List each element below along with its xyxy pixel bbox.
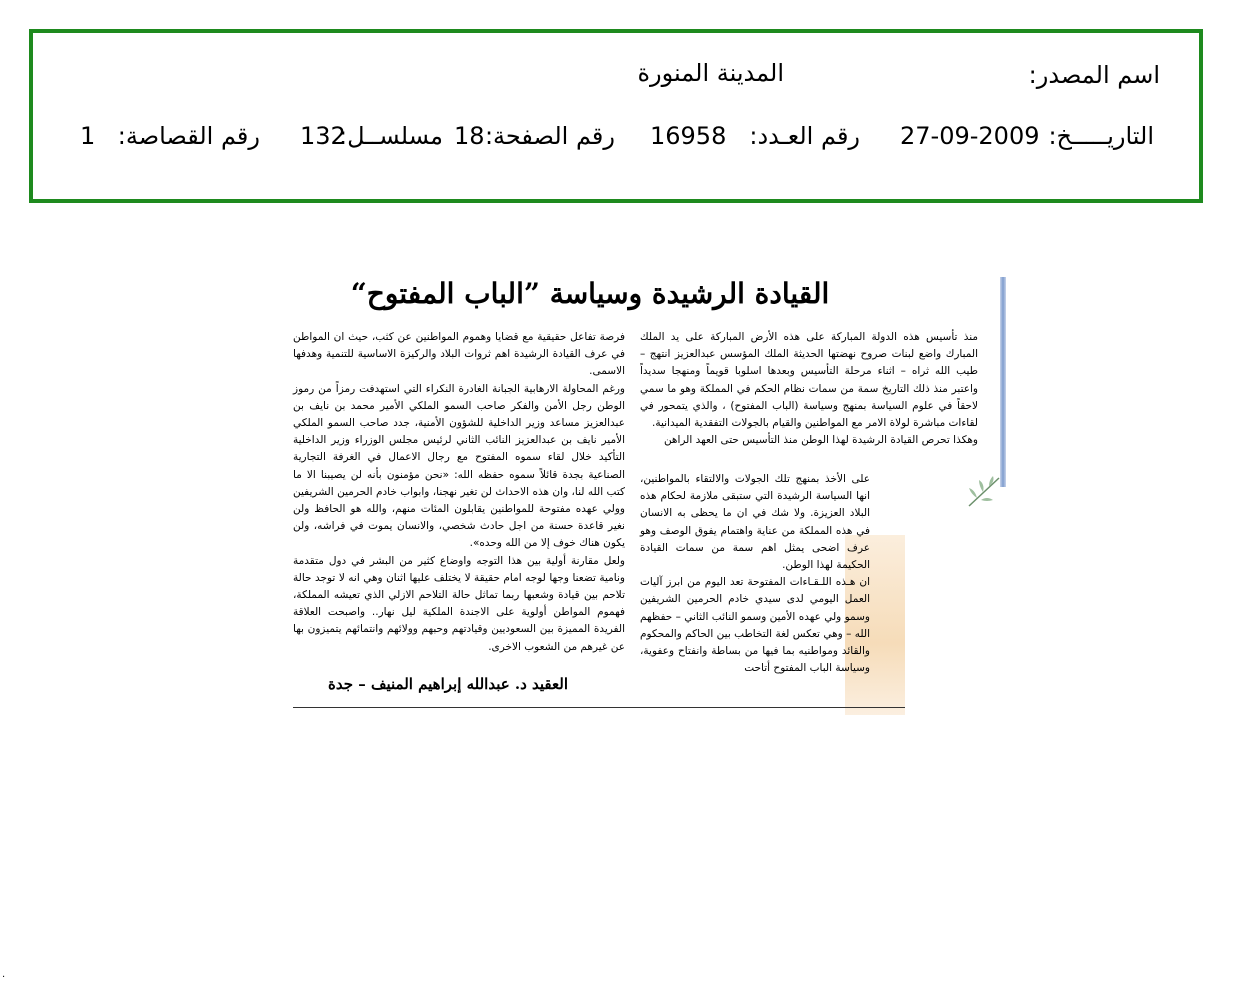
- date-label: التاريـــــخ:: [1048, 122, 1154, 150]
- paragraph: فرصة تفاعل حقيقية مع قضايا وهموم المواطنين عن كثب، حيث ان المواطن في عرف القيادة الرشيدة اهم ثروات البلاد والركيزة الاساسية للتنمية وهدفها الاسمى.: [293, 331, 625, 378]
- issue-value: 16958: [650, 122, 727, 150]
- paragraph: ورغم المحاولة الارهابية الجبانة الغادرة النكراء التي استهدفت رمزاً من رموز الوطن رجل الأمن والفكر صاحب السمو الملكي الأمير محمد بن نايف بن عبدالعزيز مساعد وزير الداخلية للشؤون الأمنية، جدد صاحب السمو الملكي الأمير نايف بن عبدالعزيز النائب الثاني لرئيس مجلس الوزراء وزير الداخلية التأكيد خلال لقاء سموه المفتوح مع رجال الاعمال في الغرفة التجارية الصناعية بجدة قائلاً سموه حفظه الله: «نحن مؤمنون بأنه لن يصيبنا الا ما كتب الله لنا، وان هذه الاحداث لن تغير نهجنا، وابواب خادم الحرمين الشريفين وولي عهده مفتوحة للمواطنين يقابلون المئات منهم، والله هو الحافظ ولن نغير قاعدة حسنة من اجل حادث شخصي، والانسان يموت في فراشه، ولن يكون هناك خوف إلا من الله وحده».: [293, 382, 625, 550]
- corner-mark: ·: [2, 972, 6, 983]
- paragraph: على الأخذ بمنهج تلك الجولات والالتقاء بالمواطنين، انها السياسة الرشيدة التي ستبقى ملازمة لحكام هذه البلاد العزيزة. ولا شك في ان ما يحظى به الانسان في هذه المملكة من عناية واهتمام يفوق الوصف وهو عرف اضحى يمثل اهم سمة من سمات القيادة الحكيمة لهذا الوطن.: [640, 473, 870, 572]
- page-value: 18: [454, 122, 485, 150]
- article-column-left: [293, 329, 625, 656]
- serial-label: مسلســل:: [339, 122, 443, 150]
- article-title: القيادة الرشيدة وسياسة ”الباب المفتوح“: [350, 277, 830, 310]
- newspaper-clipping: [290, 275, 1010, 715]
- date-value: 27-09-2009: [900, 122, 1040, 150]
- paragraph: ولعل مقارنة أولية بين هذا التوجه واوضاع كثير من البشر في دول متقدمة ونامية تضعنا وجها لوجه امام حقيقة لا يختلف عليها اثنان وهي انه لا توجد حالة تلاحم بين قيادة وشعبها ربما تماثل حالة التلاحم الازلي الذي تعيشه المملكة، فهموم المواطن أولوية على الاجندة الملكية ليل نهار.. واصبحت العلاقة الفريدة المميزة بين السعوديين وقيادتهم وحبهم وولائهم وانتمائهم يتميزون بها عن غيرهم من الشعوب الاخرى.: [293, 554, 625, 653]
- clip-value: 1: [80, 122, 96, 150]
- issue-label: رقم العـدد:: [749, 122, 860, 150]
- source-value: المدينة المنورة: [637, 59, 784, 87]
- paragraph: منذ تأسيس هذه الدولة المباركة على هذه الأرض المباركة على يد الملك المبارك واضع لبنات صروح نهضتها الحديثة الملك المؤسس عبدالعزيز انتهج – طيب الله ثراه – اثناء مرحلة التأسيس وبعدها اسلوبا قويماً ومنهجا سديداً واعتبر منذ ذلك التاريخ سمة من سمات نظام الحكم في المملكة وهو ما سمي لاحقاً في علوم السياسة بمنهج وسياسة (الباب المفتوح) ، والذي يتمحور في لقاءات مباشرة لولاة الامر مع المواطنين والقيام بالجولات التفقدية الميدانية.: [640, 331, 978, 430]
- page-label: رقم الصفحة:: [484, 122, 615, 150]
- leaf-ornament-icon: [965, 470, 1005, 510]
- article-column-right: [640, 329, 978, 449]
- source-label: اسم المصدر:: [1028, 61, 1160, 89]
- serial-value: 132: [300, 122, 346, 150]
- paragraph: وهكذا تحرص القيادة الرشيدة لهذا الوطن منذ التأسيس حتى العهد الراهن: [663, 434, 978, 447]
- clip-label: رقم القصاصة:: [117, 122, 260, 150]
- article-column-right-continued: [640, 471, 870, 677]
- author-byline: العقيد د. عبدالله إبراهيم المنيف – جدة: [328, 675, 568, 693]
- clipping-info-box: [29, 29, 1203, 203]
- paragraph: ان هـذه اللـقـاءات المفتوحة تعد اليوم من ابرز آليات العمل اليومي لدى سيدي خادم الحرمين الشريفين وسمو ولي عهده الأمين وسمو النائب الثاني – حفظهم الله – وهي تعكس لغة التخاطب بين الحاكم والمحكوم والقائد ومواطنيه بما فيها من بساطة وانفتاح وعفوية، وسياسة الباب المفتوح أتاحت: [640, 576, 870, 675]
- side-rule: [1000, 277, 1006, 487]
- bottom-rule: [293, 707, 905, 708]
